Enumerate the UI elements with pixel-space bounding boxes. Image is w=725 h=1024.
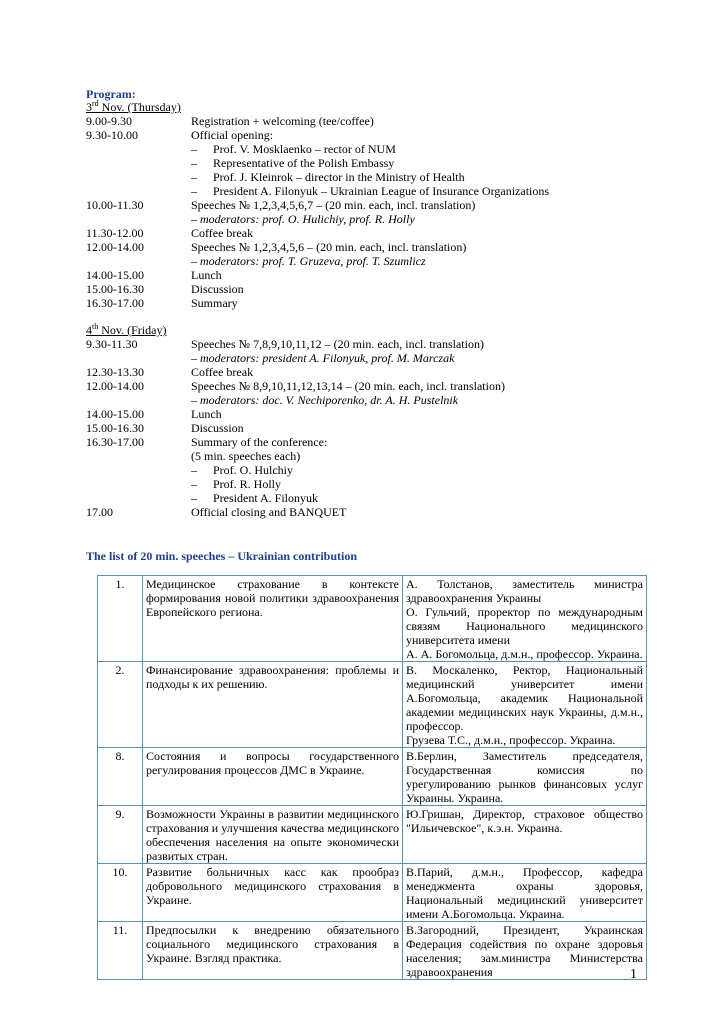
- schedule-time: 9.30-10.00: [86, 128, 138, 142]
- day-label: Nov. (Friday): [98, 323, 167, 337]
- speech-author: В. Москаленко, Ректор, Национальный медицинский университет имени А.Богомольца, академик Национальной академии медицинских наук Украины, д.м.н., профессор. Грузева Т.С., д.м.н., профессор. Украина.: [403, 662, 647, 748]
- schedule-time: 15.00-16.30: [86, 421, 144, 435]
- speech-number: 1.: [98, 576, 143, 662]
- schedule-row: [86, 198, 646, 212]
- speeches-list-title: The list of 20 min. speeches – Ukrainian contribution: [86, 549, 358, 563]
- schedule-row: [86, 114, 646, 128]
- schedule-row: [86, 491, 646, 505]
- dash-bullet-icon: –: [191, 491, 197, 505]
- schedule-description: Registration + welcoming (tee/coffee): [191, 114, 374, 128]
- program-title: Program:: [86, 87, 136, 101]
- moderators-line: – moderators: prof. O. Hulichiy, prof. R. Holly: [191, 212, 415, 226]
- bullet-item: Prof. V. Mosklaenko – rector of NUM: [213, 142, 396, 156]
- moderators-line: – moderators: prof. T. Gruzeva, prof. T. Szumlicz: [191, 254, 426, 268]
- schedule-description: Speeches № 1,2,3,4,5,6 – (20 min. each, incl. translation): [191, 240, 467, 254]
- dash-bullet-icon: –: [191, 156, 197, 170]
- speech-author: В.Берлин, Заместитель председателя, Государственная комиссия по урегулированию рынков финансовых услуг Украины. Украина.: [403, 748, 647, 806]
- table-row: [98, 748, 647, 806]
- speech-author: Ю.Гришан, Директор, страховое общество "Ильичевское", к.э.н. Украина.: [403, 806, 647, 864]
- moderators-line: – moderators: president A. Filonyuk, prof. M. Marczak: [191, 351, 455, 365]
- dash-bullet-icon: –: [191, 142, 197, 156]
- schedule-time: 11.30-12.00: [86, 226, 144, 240]
- speech-topic: Развитие больничных касс как прообраз добровольного медицинского страхования в Украине.: [143, 864, 403, 922]
- schedule-description: Official opening:: [191, 128, 274, 142]
- speech-topic: Возможности Украины в развитии медицинского страхования и улучшения качества медицинского обеспечения населения на опыте экономически развитых стран.: [143, 806, 403, 864]
- schedule-time: 16.30-17.00: [86, 435, 144, 449]
- speech-number: 10.: [98, 864, 143, 922]
- schedule-row: [86, 212, 646, 226]
- schedule-row: [86, 282, 646, 296]
- schedule-description: Summary of the conference:: [191, 435, 328, 449]
- bullet-item: President A. Filonyuk – Ukrainian League of Insurance Organizations: [213, 184, 550, 198]
- dash-bullet-icon: –: [191, 184, 197, 198]
- schedule-description: Coffee break: [191, 365, 254, 379]
- schedule-description: Discussion: [191, 421, 244, 435]
- schedule-note: (5 min. speeches each): [191, 449, 301, 463]
- schedule-row: [86, 296, 646, 310]
- moderators-line: – moderators: doc. V. Nechiporenko, dr. A. H. Pustelnik: [191, 393, 459, 407]
- schedule-row: [86, 337, 646, 351]
- speeches-table: [97, 575, 647, 980]
- schedule-row: [86, 254, 646, 268]
- bullet-item: Representative of the Polish Embassy: [213, 156, 395, 170]
- bullet-item: Prof. R. Holly: [213, 477, 282, 491]
- schedule-time: 16.30-17.00: [86, 296, 144, 310]
- dash-bullet-icon: –: [191, 170, 197, 184]
- schedule-row: [86, 142, 646, 156]
- day-ordinal-suffix: rd: [92, 99, 99, 108]
- schedule-time: 12.30-13.30: [86, 365, 144, 379]
- speech-number: 2.: [98, 662, 143, 748]
- speech-number: 8.: [98, 748, 143, 806]
- speech-topic: Состояния и вопросы государственного регулирования процессов ДМС в Украине.: [143, 748, 403, 806]
- bullet-item: Prof. O. Hulchiy: [213, 463, 293, 477]
- schedule-description: Speeches № 1,2,3,4,5,6,7 – (20 min. each, incl. translation): [191, 198, 476, 212]
- page-number: 1: [630, 967, 637, 982]
- schedule-time: 15.00-16.30: [86, 282, 144, 296]
- schedule-row: [86, 184, 646, 198]
- speech-topic: Финансирование здравоохранения: проблемы и подходы к их решению.: [143, 662, 403, 748]
- schedule-row: [86, 365, 646, 379]
- schedule-description: Summary: [191, 296, 238, 310]
- speech-topic: Предпосылки к внедрению обязательного социального медицинского страхования в Украине. Взгляд практика.: [143, 922, 403, 980]
- dash-bullet-icon: –: [191, 477, 197, 491]
- bullet-item: Prof. J. Kleinrok – director in the Ministry of Health: [213, 170, 465, 184]
- speech-topic: Медицинское страхование в контексте формирования новой политики здравоохранения Европейского региона.: [143, 576, 403, 662]
- schedule-row: [86, 170, 646, 184]
- schedule-row: [86, 240, 646, 254]
- day-number: 4: [86, 323, 92, 337]
- schedule-row: [86, 226, 646, 240]
- schedule-description: Lunch: [191, 407, 222, 421]
- schedule-row: [86, 268, 646, 282]
- day-number: 3: [86, 100, 92, 114]
- schedule-row: [86, 435, 646, 449]
- schedule-time: 14.00-15.00: [86, 268, 144, 282]
- speech-author: А. Толстанов, заместитель министра здравоохранения Украины О. Гульчий, проректор по международным связям Национального медицинского университета имени А. А. Богомольца, д.м.н., профессор. Украина.: [403, 576, 647, 662]
- table-row: [98, 576, 647, 662]
- schedule-row: [86, 477, 646, 491]
- schedule-description: Coffee break: [191, 226, 254, 240]
- schedule-row: [86, 505, 646, 519]
- schedule-row: [86, 449, 646, 463]
- bullet-item: President A. Filonyuk: [213, 491, 319, 505]
- schedule-row: [86, 407, 646, 421]
- speech-author: В.Парий, д.м.н., Профессор, кафедра менеджмента охраны здоровья, Национальный медицинский университет имени А.Богомольца. Украина.: [403, 864, 647, 922]
- dash-bullet-icon: –: [191, 463, 197, 477]
- schedule-description: Speeches № 8,9,10,11,12,13,14 – (20 min. each, incl. translation): [191, 379, 505, 393]
- table-row: [98, 922, 647, 980]
- day-label: Nov. (Thursday): [98, 100, 181, 114]
- schedule-description: Speeches № 7,8,9,10,11,12 – (20 min. each, incl. translation): [191, 337, 484, 351]
- schedule-row: [86, 379, 646, 393]
- table-row: [98, 806, 647, 864]
- schedule-row: [86, 156, 646, 170]
- schedule-row: [86, 463, 646, 477]
- schedule-time: 17.00: [86, 505, 113, 519]
- schedule-time: 12.00-14.00: [86, 379, 144, 393]
- table-row: [98, 864, 647, 922]
- schedule-time: 10.00-11.30: [86, 198, 144, 212]
- speech-author: В.Загородний, Президент, Украинская Федерация содействия по охране здоровья населения; зам.министра Министерства здравоохранения: [403, 922, 647, 980]
- schedule-time: 12.00-14.00: [86, 240, 144, 254]
- schedule-description: Discussion: [191, 282, 244, 296]
- speech-number: 9.: [98, 806, 143, 864]
- table-row: [98, 662, 647, 748]
- speech-number: 11.: [98, 922, 143, 980]
- schedule-row: [86, 128, 646, 142]
- schedule-time: 9.00-9.30: [86, 114, 132, 128]
- schedule-row: [86, 393, 646, 407]
- day-heading-friday: [86, 323, 166, 337]
- schedule-time: 9.30-11.30: [86, 337, 138, 351]
- schedule-row: [86, 421, 646, 435]
- schedule-description: Lunch: [191, 268, 222, 282]
- day-heading-thursday: [86, 100, 181, 114]
- day-ordinal-suffix: th: [92, 322, 99, 331]
- schedule-time: 14.00-15.00: [86, 407, 144, 421]
- schedule-row: [86, 351, 646, 365]
- schedule-description: Official closing and BANQUET: [191, 505, 347, 519]
